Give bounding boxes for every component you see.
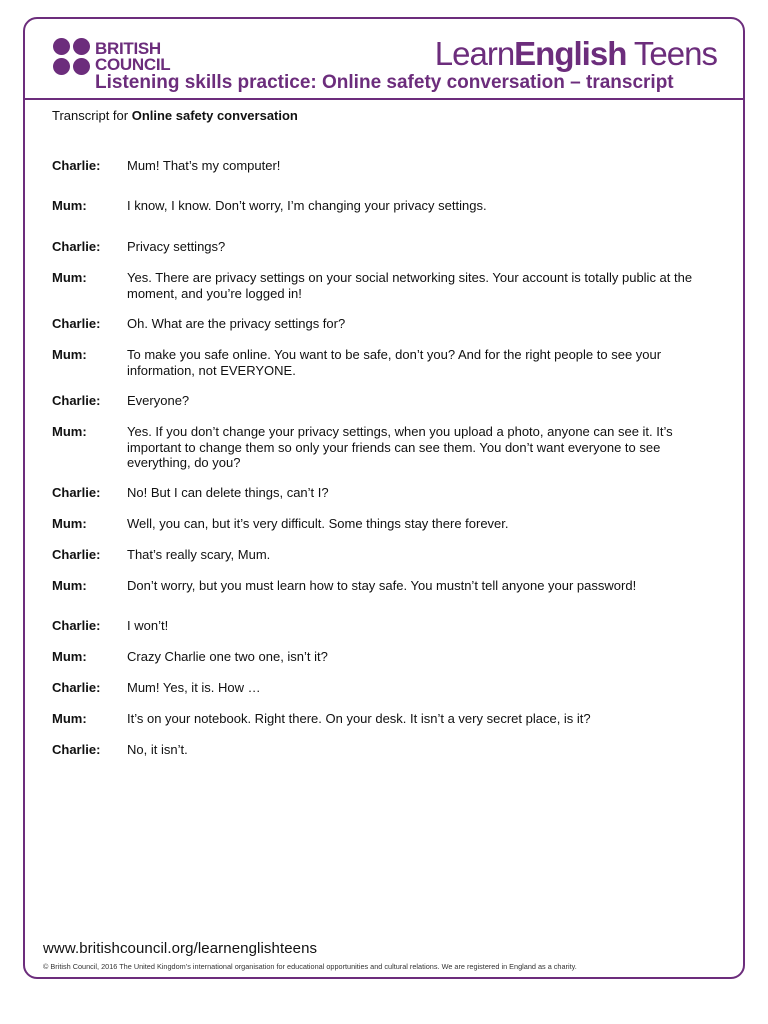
speaker-text: It’s on your notebook. Right there. On your desk. It isn’t a very secret place, is it?	[127, 711, 591, 726]
speaker-text: I won’t!	[127, 618, 169, 633]
speaker-text: Don’t worry, but you must learn how to stay safe. You mustn’t tell anyone your password!	[127, 578, 637, 593]
transcript-intro: Transcript for Online safety conversation	[52, 108, 298, 123]
speaker-label: Charlie:	[52, 393, 101, 408]
learnenglish-teens-brand: LearnEnglish Teens	[434, 35, 717, 72]
speaker-text: Everyone?	[127, 393, 190, 408]
speaker-label: Mum:	[52, 198, 87, 213]
speaker-label: Charlie:	[52, 680, 101, 695]
speaker-label: Charlie:	[52, 239, 101, 254]
speaker-text: No! But I can delete things, can’t I?	[127, 485, 329, 500]
speaker-text: To make you safe online. You want to be safe, don’t you? And for the right people to see your information, not EVERYONE.	[127, 347, 662, 378]
speaker-text: Crazy Charlie one two one, isn’t it?	[127, 649, 328, 664]
logo-dots-icon	[53, 38, 90, 75]
speaker-label: Mum:	[52, 347, 87, 362]
footer-url[interactable]: www.britishcouncil.org/learnenglishteens	[43, 940, 318, 957]
speaker-label: Mum:	[52, 424, 87, 439]
speaker-label: Mum:	[52, 516, 87, 531]
page-frame	[23, 17, 745, 979]
speaker-text: Mum! That’s my computer!	[127, 158, 281, 173]
header-divider	[25, 98, 743, 100]
speaker-text: Privacy settings?	[127, 239, 226, 254]
speaker-text: That’s really scary, Mum.	[127, 547, 271, 562]
logo-line-1: BRITISH	[95, 38, 161, 58]
footer-copyright: © British Council, 2016 The United Kingdom’s international organisation for educational opportunities and cultural relations. We are registered in England as a charity.	[43, 962, 577, 971]
speaker-text: Mum! Yes, it is. How …	[127, 680, 261, 695]
speaker-text: Yes. There are privacy settings on your social networking sites. Your account is totally public at the moment, and you’re logged in!	[127, 270, 693, 301]
speaker-label: Charlie:	[52, 547, 101, 562]
speaker-text: Well, you can, but it’s very difficult. Some things stay there forever.	[127, 516, 509, 531]
speaker-label: Charlie:	[52, 158, 101, 173]
speaker-label: Charlie:	[52, 742, 101, 757]
speaker-label: Mum:	[52, 649, 87, 664]
speaker-text: No, it isn’t.	[127, 742, 188, 757]
speaker-label: Mum:	[52, 711, 87, 726]
british-council-logo	[53, 38, 170, 75]
speaker-label: Mum:	[52, 578, 87, 593]
speaker-label: Mum:	[52, 270, 87, 285]
speaker-text: I know, I know. Don’t worry, I’m changing your privacy settings.	[127, 198, 487, 213]
speaker-text: Oh. What are the privacy settings for?	[127, 316, 346, 331]
speaker-label: Charlie:	[52, 618, 101, 633]
logo-line-2: COUNCIL	[95, 54, 171, 74]
speaker-label: Charlie:	[52, 316, 101, 331]
speaker-text: Yes. If you don’t change your privacy settings, when you upload a photo, anyone can see it. It’s important to change them so only your friends can see them. You don’t want everyone to see everything, do you?	[127, 424, 673, 470]
page-title: Listening skills practice: Online safety conversation – transcript	[95, 72, 674, 93]
speaker-label: Charlie:	[52, 485, 101, 500]
